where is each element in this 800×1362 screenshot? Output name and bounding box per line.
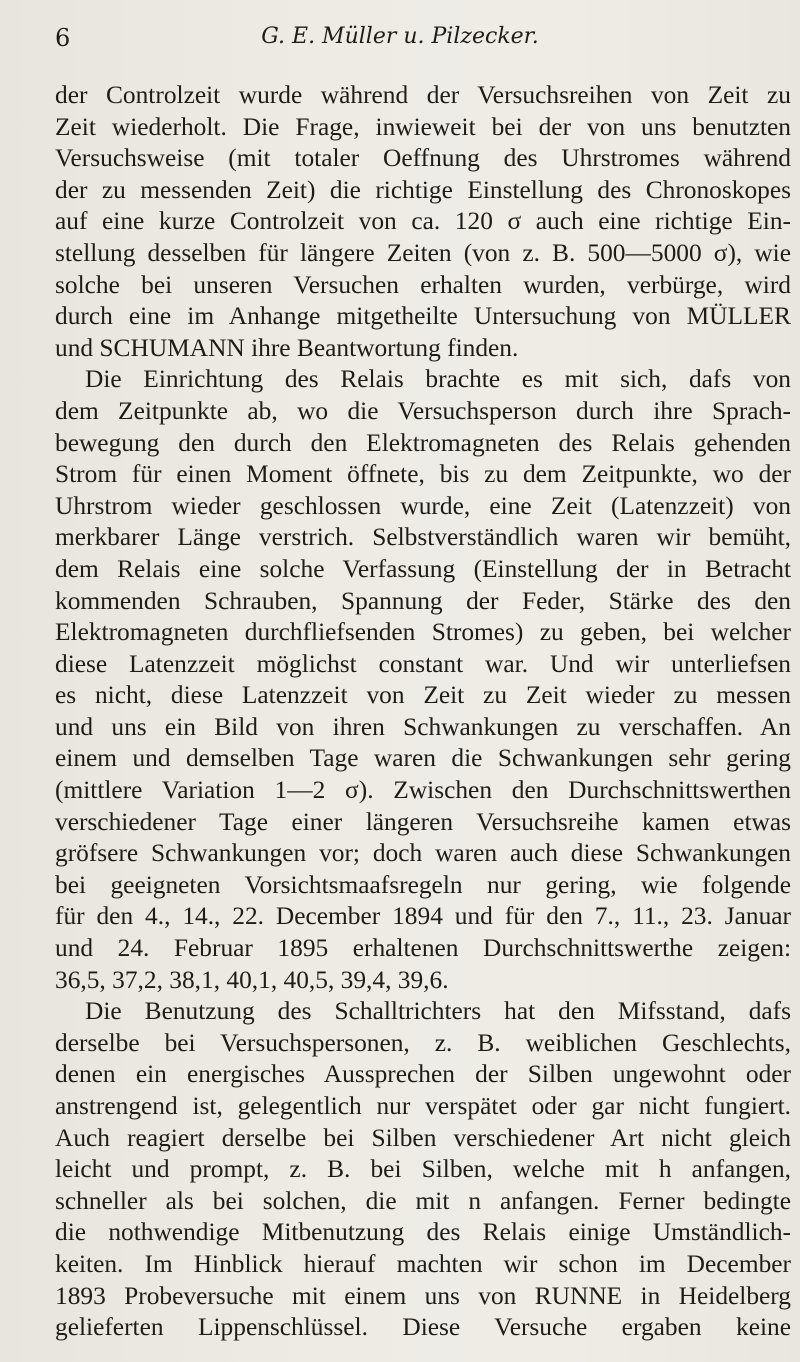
text-line: 36,5, 37,2, 38,1, 40,1, 40,5, 39,4, 39,6. [55, 965, 449, 994]
paragraph-2 [55, 364, 791, 996]
text-line: und 24. Februar 1895 erhaltenen Durchschnittswerthe zeigen: [55, 934, 791, 963]
page-number: 6 [55, 24, 71, 52]
text-line: Versuchsweise (mit totaler Oeffnung des Uhrstromes während [55, 144, 791, 173]
body-text [55, 80, 791, 1344]
text-line: kommenden Schrauben, Spannung der Feder, Stärke des den [55, 586, 791, 615]
text-line: Auch reagiert derselbe bei Silben verschiedener Art nicht gleich [55, 1123, 791, 1152]
text-line: dem Zeitpunkte ab, wo die Versuchsperson durch ihre Sprach- [55, 396, 791, 425]
text-line: dem Relais eine solche Verfassung (Einstellung der in Betracht [55, 554, 791, 583]
text-line: merkbarer Länge verstrich. Selbstverständlich waren wir bemüht, [55, 523, 791, 552]
text-line: der Controlzeit wurde während der Versuchsreihen von Zeit zu [55, 81, 791, 109]
text-line: Die Benutzung des Schalltrichters hat den Mifsstand, dafs [85, 997, 791, 1026]
paragraph-1 [55, 80, 791, 364]
paragraph-3 [55, 996, 791, 1344]
text-line: der zu messenden Zeit) die richtige Einstellung des Chronoskopes [55, 175, 791, 204]
text-line: die nothwendige Mitbenutzung des Relais einige Umständlich- [55, 1218, 791, 1247]
text-line: schneller als bei solchen, die mit n anfangen. Ferner bedingte [55, 1186, 791, 1215]
text-line: diese Latenzzeit möglichst constant war. Und wir unterliefsen [55, 649, 791, 678]
text-line: auf eine kurze Controlzeit von ca. 120 σ auch eine richtige Ein- [55, 207, 791, 236]
text-line: Uhrstrom wieder geschlossen wurde, eine Zeit (Latenzzeit) von [55, 491, 791, 520]
text-line: und SCHUMANN ihre Beantwortung finden. [55, 333, 519, 362]
text-line: 1893 Probeversuche mit einem uns von RUNNE in Heidelberg [55, 1281, 791, 1310]
text-line: durch eine im Anhange mitgetheilte Untersuchung von MÜLLER [55, 302, 791, 331]
text-line: bewegung den durch den Elektromagneten des Relais gehenden [55, 428, 791, 457]
text-line: einem und demselben Tage waren die Schwankungen sehr gering [55, 744, 791, 773]
text-line: solche bei unseren Versuchen erhalten wurden, verbürge, wird [55, 270, 791, 299]
text-line: und uns ein Bild von ihren Schwankungen zu verschaffen. An [55, 712, 791, 741]
page-header [0, 24, 800, 60]
text-line: derselbe bei Versuchspersonen, z. B. weiblichen Geschlechts, [55, 1028, 791, 1057]
text-line: Strom für einen Moment öffnete, bis zu dem Zeitpunkte, wo der [55, 460, 791, 489]
running-head: G. E. Müller u. Pilzecker. [261, 24, 539, 49]
text-line: denen ein energisches Aussprechen der Silben ungewohnt oder [55, 1060, 791, 1089]
text-line: es nicht, diese Latenzzeit von Zeit zu Zeit wieder zu messen [55, 681, 791, 710]
text-line: Zeit wiederholt. Die Frage, inwieweit bei der von uns benutzten [55, 112, 791, 141]
text-line: verschiedener Tage einer längeren Versuchsreihe kamen etwas [55, 807, 791, 836]
text-line: Die Einrichtung des Relais brachte es mit sich, dafs von [85, 365, 791, 394]
text-line: gelieferten Lippenschlüssel. Diese Versuche ergaben keine [55, 1313, 791, 1342]
text-line: keiten. Im Hinblick hierauf machten wir schon im December [55, 1249, 791, 1278]
text-line: Elektromagneten durchfliefsenden Stromes) zu geben, bei welcher [55, 618, 791, 647]
text-line: leicht und prompt, z. B. bei Silben, welche mit h anfangen, [55, 1155, 791, 1184]
text-line: gröfsere Schwankungen vor; doch waren auch diese Schwankungen [55, 839, 791, 868]
text-line: anstrengend ist, gelegentlich nur verspätet oder gar nicht fungiert. [55, 1092, 791, 1120]
text-line: bei geeigneten Vorsichtsmaafsregeln nur gering, wie folgende [55, 870, 791, 899]
text-line: für den 4., 14., 22. December 1894 und für den 7., 11., 23. Januar [55, 902, 791, 931]
text-line: stellung desselben für längere Zeiten (von z. B. 500—5000 σ), wie [55, 238, 791, 267]
text-line: (mittlere Variation 1—2 σ). Zwischen den Durchschnittswerthen [55, 776, 791, 805]
